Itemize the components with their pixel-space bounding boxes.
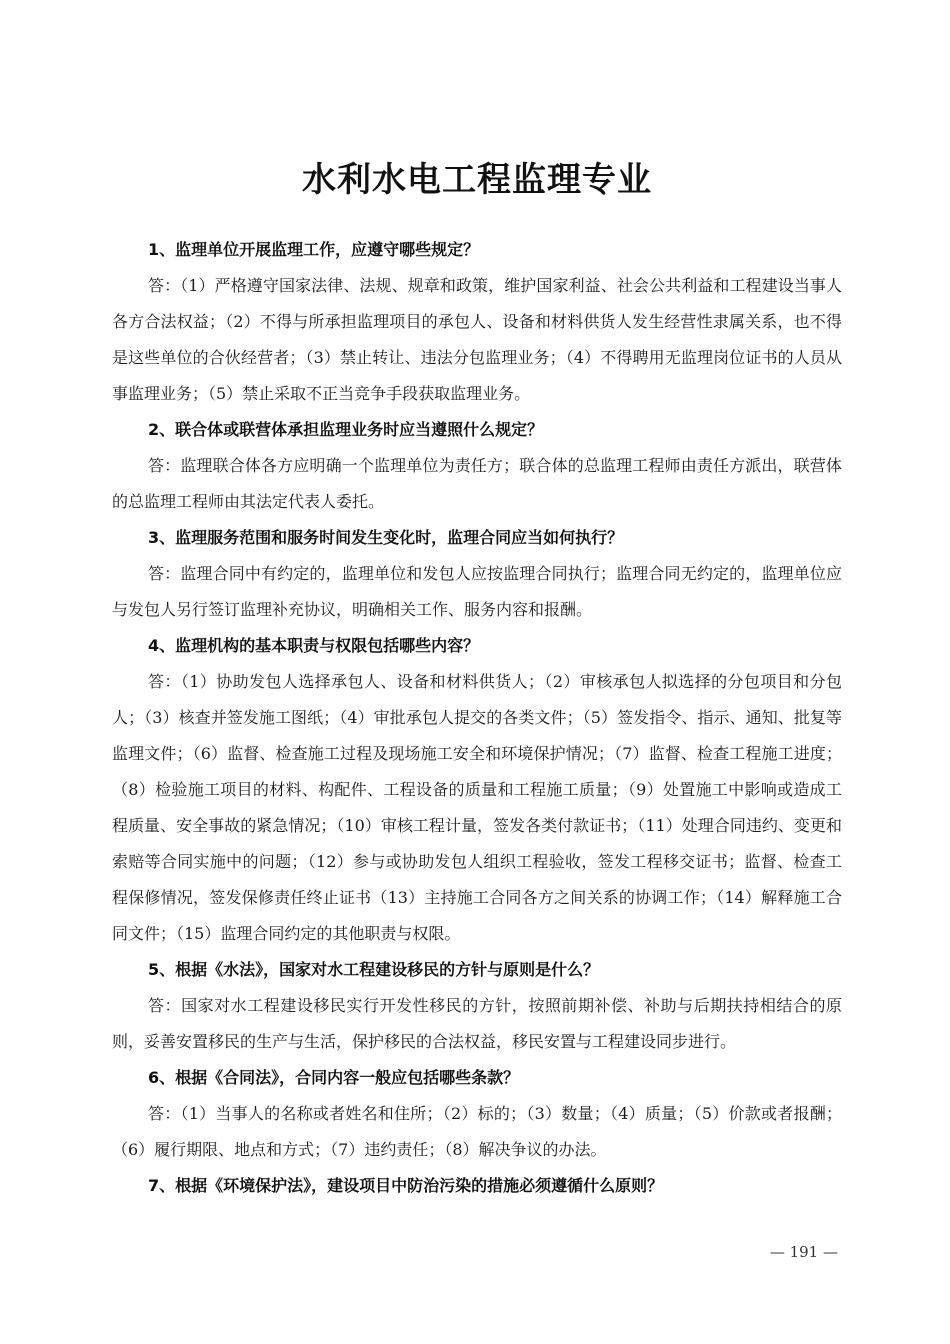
page-number: — 191 — (769, 1243, 838, 1261)
question-7: 7、根据《环境保护法》，建设项目中防治污染的措施必须遵循什么原则？ (148, 1176, 664, 1195)
answer-1: 答：（1）严格遵守国家法律、法规、规章和政策，维护国家利益、社会公共利益和工程建设当事人各方合法权益；（2）不得与所承担监理项目的承包人、设备和材料供货人发生经营性隶属关系，也不得是这些单位的合伙经营者；（3）禁止转让、违法分包监理业务；（4）不得聘用无监理岗位证书的人员从事监理业务；（5）禁止采取不正当竞争手段获取监理业务。 (112, 276, 842, 403)
question-5: 5、根据《水法》，国家对水工程建设移民的方针与原则是什么？ (148, 960, 600, 979)
question-2: 2、联合体或联营体承担监理业务时应当遵照什么规定？ (148, 420, 544, 439)
question-4: 4、监理机构的基本职责与权限包括哪些内容？ (148, 636, 480, 655)
answer-4: 答：（1）协助发包人选择承包人、设备和材料供货人；（2）审核承包人拟选择的分包项目和分包人；（3）核查并签发施工图纸；（4）审批承包人提交的各类文件；（5）签发指令、指示、通知、批复等监理文件；（6）监督、检查施工过程及现场施工安全和环境保护情况；（7）监督、检查工程施工进度；（8）检验施工项目的材料、构配件、工程设备的质量和工程施工质量；（9）处置施工中影响或造成工程质量、安全事故的紧急情况；（10）审核工程计量，签发各类付款证书；（11）处理合同违约、变更和索赔等合同实施中的问题；（12）参与或协助发包人组织工程验收，签发工程移交证书；监督、检查工程保修情况，签发保修责任终止证书（13）主持施工合同各方之间关系的协调工作；（14）解释施工合同文件；（15）监理合同约定的其他职责与权限。 (112, 672, 842, 943)
page-title: 水利水电工程监理专业 (302, 160, 652, 200)
answer-2: 答：监理联合体各方应明确一个监理单位为责任方；联合体的总监理工程师由责任方派出，联营体的总监理工程师由其法定代表人委托。 (112, 456, 842, 511)
question-6: 6、根据《合同法》，合同内容一般应包括哪些条款？ (148, 1068, 520, 1087)
question-1: 1、监理单位开展监理工作，应遵守哪些规定？ (148, 240, 480, 259)
question-3: 3、监理服务范围和服务时间发生变化时，监理合同应当如何执行？ (148, 528, 624, 547)
qa-list (112, 232, 842, 1204)
answer-6: 答：（1）当事人的名称或者姓名和住所；（2）标的；（3）数量；（4）质量；（5）价款或者报酬；（6）履行期限、地点和方式；（7）违约责任；（8）解决争议的办法。 (112, 1104, 842, 1159)
answer-3: 答：监理合同中有约定的，监理单位和发包人应按监理合同执行；监理合同无约定的，监理单位应与发包人另行签订监理补充协议，明确相关工作、服务内容和报酬。 (112, 564, 842, 619)
answer-5: 答：国家对水工程建设移民实行开发性移民的方针，按照前期补偿、补助与后期扶持相结合的原则，妥善安置移民的生产与生活，保护移民的合法权益，移民安置与工程建设同步进行。 (112, 996, 842, 1051)
